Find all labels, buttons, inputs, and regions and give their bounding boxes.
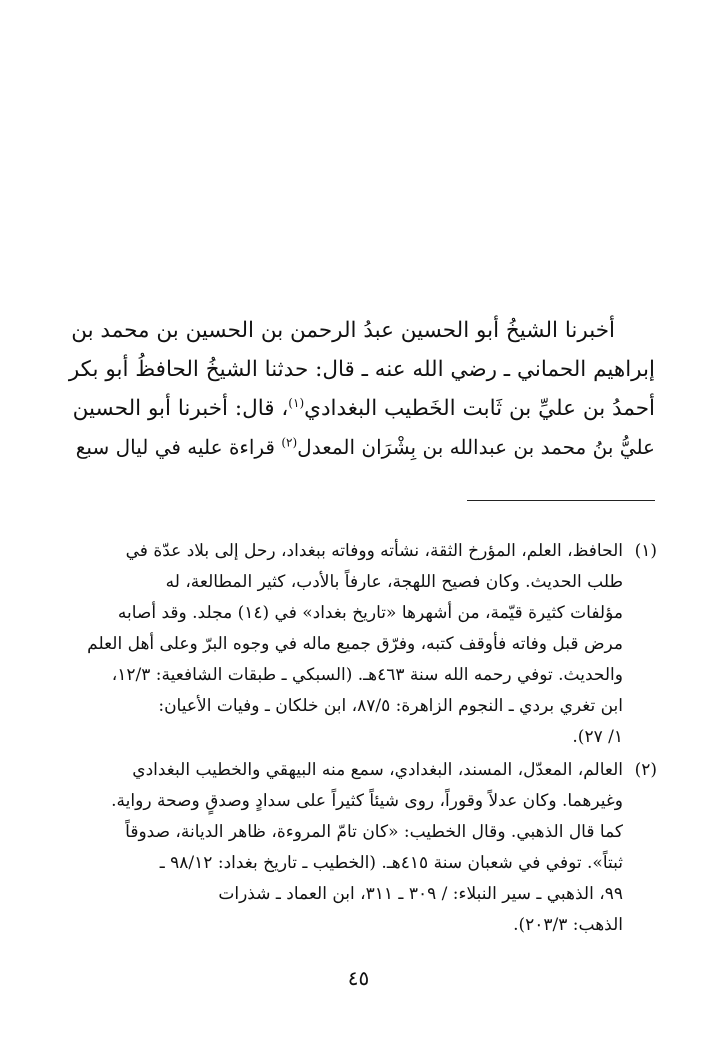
main-text-segment: عليُّ بنُ محمد بن عبدالله بن بِشْرَان المعدل [297,435,655,459]
footnote-reference-2: (٢) [281,435,298,450]
main-text-segment: ، قال: أخبرنا أبو الحسين [72,396,289,421]
footnote-body [62,755,623,941]
main-text-segment: أحمدُ بن عليِّ بن ثَابت الخَطيب البغدادي [304,396,655,421]
main-text-segment: قراءة عليه في ليال سبع [75,435,282,459]
main-text-line [64,428,655,467]
main-text-block [64,311,655,467]
footnote-line: ١/ ٢٧). [572,727,623,747]
footnote-reference-1: (١) [288,395,305,410]
footnote-line: الذهب: ٢٠٣/٣). [513,915,623,935]
footnote-2 [62,755,657,941]
footnote-line: كما قال الذهبي. وقال الخطيب: «كان تامّ المروءة، ظاهر الديانة، صدوقاً [125,822,623,842]
footnote-line: مؤلفات كثيرة قيّمة، من أشهرها «تاريخ بغداد» في (١٤) مجلد. وقد أصابه [117,603,623,623]
footnote-number: (١) [634,541,657,561]
footnote-line: طلب الحديث. وكان فصيح اللهجة، عارفاً بالأدب، كثير المطالعة، له [165,572,623,592]
footnote-line: الحافظ، العلم، المؤرخ الثقة، نشأته ووفاته ببغداد، رحل إلى بلاد عدّة في [125,541,623,561]
footnote-line: مرض قبل وفاته فأوقف كتبه، وفرّق جميع ماله في وجوه البرّ وعلى أهل العلم [87,634,623,654]
footnote-line: والحديث. توفي رحمه الله سنة ٤٦٣هـ. (السبكي ـ طبقات الشافعية: ١٢/٣، [111,665,623,685]
footnote-separator [467,500,655,501]
footnote-line: ثبتاً». توفي في شعبان سنة ٤١٥هـ. (الخطيب ـ تاريخ بغداد: ٩٨/١٢ ـ [159,853,623,873]
footnote-1 [62,536,657,753]
main-text-line: إبراهيم الحماني ـ رضي الله عنه ـ قال: حدثنا الشيخُ الحافظُ أبو بكر [68,357,655,382]
footnote-body [62,536,623,753]
page-number: ٤٥ [347,966,370,990]
footnote-number: (٢) [634,760,657,780]
footnote-line: ٩٩، الذهبي ـ سير النبلاء: / ٣٠٩ ـ ٣١١، ابن العماد ـ شذرات [218,884,623,904]
footnote-line: وغيرهما. وكان عدلاً وقوراً، روى شيئاً كثيراً على سدادٍ وصدقٍ وصحة رواية. [111,791,623,811]
footnotes-section [62,536,657,943]
main-text-line: أخبرنا الشيخُ أبو الحسين عبدُ الرحمن بن الحسين بن محمد بن [71,318,615,343]
main-text-line [64,389,655,428]
footnote-line: العالم، المعدّل، المسند، البغدادي، سمع منه البيهقي والخطيب البغدادي [132,760,623,780]
footnote-line: ابن تغري بردي ـ النجوم الزاهرة: ٨٧/٥، ابن خلكان ـ وفيات الأعيان: [158,696,623,716]
